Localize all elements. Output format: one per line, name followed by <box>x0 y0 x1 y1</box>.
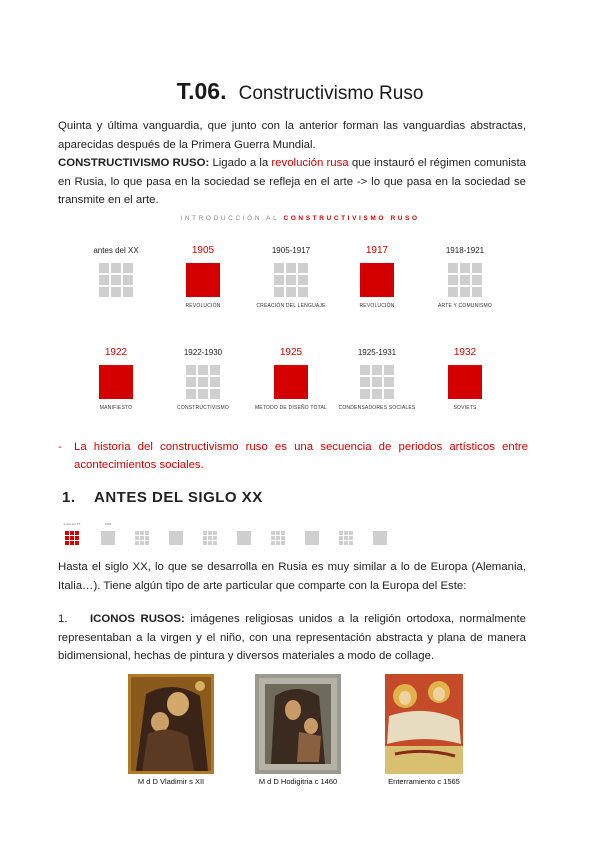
timeline-item <box>251 347 331 411</box>
timeline-item <box>76 347 156 411</box>
definition-link: revolución rusa <box>271 157 349 169</box>
mini-label: antes del XX <box>63 522 81 526</box>
grid-square-icon <box>448 263 482 297</box>
timeline-item <box>337 245 417 309</box>
timeline-caption: CONSTRUCTIVISMO <box>177 405 229 411</box>
hodigitria-icon-painting <box>255 674 341 774</box>
image-caption: Enterramiento c 1565 <box>388 777 460 786</box>
timeline-caption: MÉTODO DE DISEÑO TOTAL <box>254 405 328 411</box>
red-square-icon <box>186 263 220 297</box>
red-square-icon <box>360 263 394 297</box>
timeline-item <box>425 245 505 309</box>
timeline-label: 1905-1917 <box>271 246 311 255</box>
grey-square-icon <box>305 531 319 545</box>
icons-term: ICONOS RUSOS: <box>90 613 185 625</box>
red-square-icon <box>448 365 482 399</box>
timeline-label: 1922 <box>104 347 128 358</box>
timeline-caption: CONDENSADORES SOCIALES <box>338 405 416 411</box>
timeline-label: 1922-1930 <box>183 348 223 357</box>
icons-number: 1. <box>58 613 68 625</box>
timeline-label: antes del XX <box>93 246 139 255</box>
bullet-note <box>58 439 528 474</box>
timeline-label: 1932 <box>453 347 477 358</box>
section-number: 1. <box>62 489 76 506</box>
red-grid-icon <box>65 531 79 545</box>
grey-square-icon <box>101 531 115 545</box>
intro-text: Quinta y última vanguardia, que junto con la anterior forman las vanguardias abstractas, aparecidas después de la Primera Guerra Mundial. <box>58 120 526 151</box>
definition-part1: Ligado a la <box>209 157 272 169</box>
timeline-label: 1925 <box>279 347 303 358</box>
dash-icon: - <box>58 441 62 453</box>
intro-paragraph <box>58 117 526 210</box>
mini-timeline-item <box>370 522 390 545</box>
section-heading <box>62 489 263 506</box>
mini-timeline-item <box>234 522 254 545</box>
mini-timeline <box>60 522 400 556</box>
timeline-label: 1917 <box>365 245 389 256</box>
grid-square-icon <box>360 365 394 399</box>
mini-timeline-item <box>268 522 288 545</box>
title-code: T.06. <box>176 78 227 104</box>
mini-timeline-item <box>132 522 152 545</box>
timeline-item <box>337 347 417 411</box>
mini-timeline-item <box>62 522 82 545</box>
mini-timeline-item <box>98 522 118 545</box>
timeline-item <box>163 245 243 309</box>
timeline-caption: CREACIÓN DEL LENGUAJE <box>256 303 326 309</box>
timeline-caption: MANIFIESTO <box>99 405 133 411</box>
red-square-icon <box>274 365 308 399</box>
timeline-heading-plain: INTRODUCCIÓN AL <box>180 215 284 222</box>
timeline-caption: REVOLUCIÓN <box>185 303 221 309</box>
grey-square-icon <box>373 531 387 545</box>
mini-timeline-item <box>200 522 220 545</box>
timeline-item <box>76 245 156 303</box>
grid-square-icon <box>99 263 133 297</box>
mini-timeline-item <box>336 522 356 545</box>
red-square-icon <box>99 365 133 399</box>
timeline-caption: ARTE Y COMUNISMO <box>437 303 493 309</box>
grey-square-icon <box>169 531 183 545</box>
icons-text: imágenes religiosas unidos a la religión ortodoxa, normalmente representaban a la virgen y el niño, con una representación abstracta y plana de manera bidimensional, hechas de pintura y diversos materiales a modo de collage. <box>58 613 527 662</box>
timeline-item <box>425 347 505 411</box>
definition-part2: que instauró el régimen comunista en Rusia, lo que pasa en la sociedad se refleja en el arte -> lo que pasa en la sociedad se transmite en el arte. <box>58 157 526 206</box>
timeline-item <box>251 245 331 309</box>
grey-grid-icon <box>203 531 217 545</box>
grid-square-icon <box>186 365 220 399</box>
timeline-heading <box>0 215 600 222</box>
timeline-label: 1905 <box>191 245 215 256</box>
image-caption: M d D Vladimir s XII <box>137 777 205 786</box>
timeline-heading-red: CONSTRUCTIVISMO RUSO <box>283 215 420 222</box>
vladimir-icon-painting <box>128 674 214 774</box>
mini-label: 1905 <box>104 522 112 526</box>
timeline-label: 1925-1931 <box>357 348 397 357</box>
timeline-item <box>163 347 243 411</box>
grey-grid-icon <box>339 531 353 545</box>
page-title <box>0 78 600 105</box>
timeline-caption: REVOLUCIÓN <box>359 303 395 309</box>
mini-timeline-item <box>166 522 186 545</box>
grey-grid-icon <box>271 531 285 545</box>
definition-term: CONSTRUCTIVISMO RUSO: <box>58 157 210 169</box>
timeline-label: 1918-1921 <box>445 246 485 255</box>
timeline-caption: SOVIETS <box>453 405 477 411</box>
grey-grid-icon <box>135 531 149 545</box>
grid-square-icon <box>274 263 308 297</box>
grey-square-icon <box>237 531 251 545</box>
enterramiento-icon-painting <box>385 674 463 774</box>
bullet-text: La historia del constructivismo ruso es una secuencia de periodos artísticos entre acontecimientos sociales. <box>74 441 528 471</box>
section-title: ANTES DEL SIGLO XX <box>94 489 263 506</box>
section1-paragraph: Hasta el siglo XX, lo que se desarrolla en Rusia es muy similar a lo de Europa (Alemania, Italia…). Tiene algún tipo de arte particular que comparte con la Europa del Este: <box>58 561 526 592</box>
icons-paragraph <box>58 610 526 666</box>
image-caption: M d D Hodigitria c 1460 <box>258 777 338 786</box>
mini-timeline-item <box>302 522 322 545</box>
title-name: Constructivismo Ruso <box>238 83 424 104</box>
